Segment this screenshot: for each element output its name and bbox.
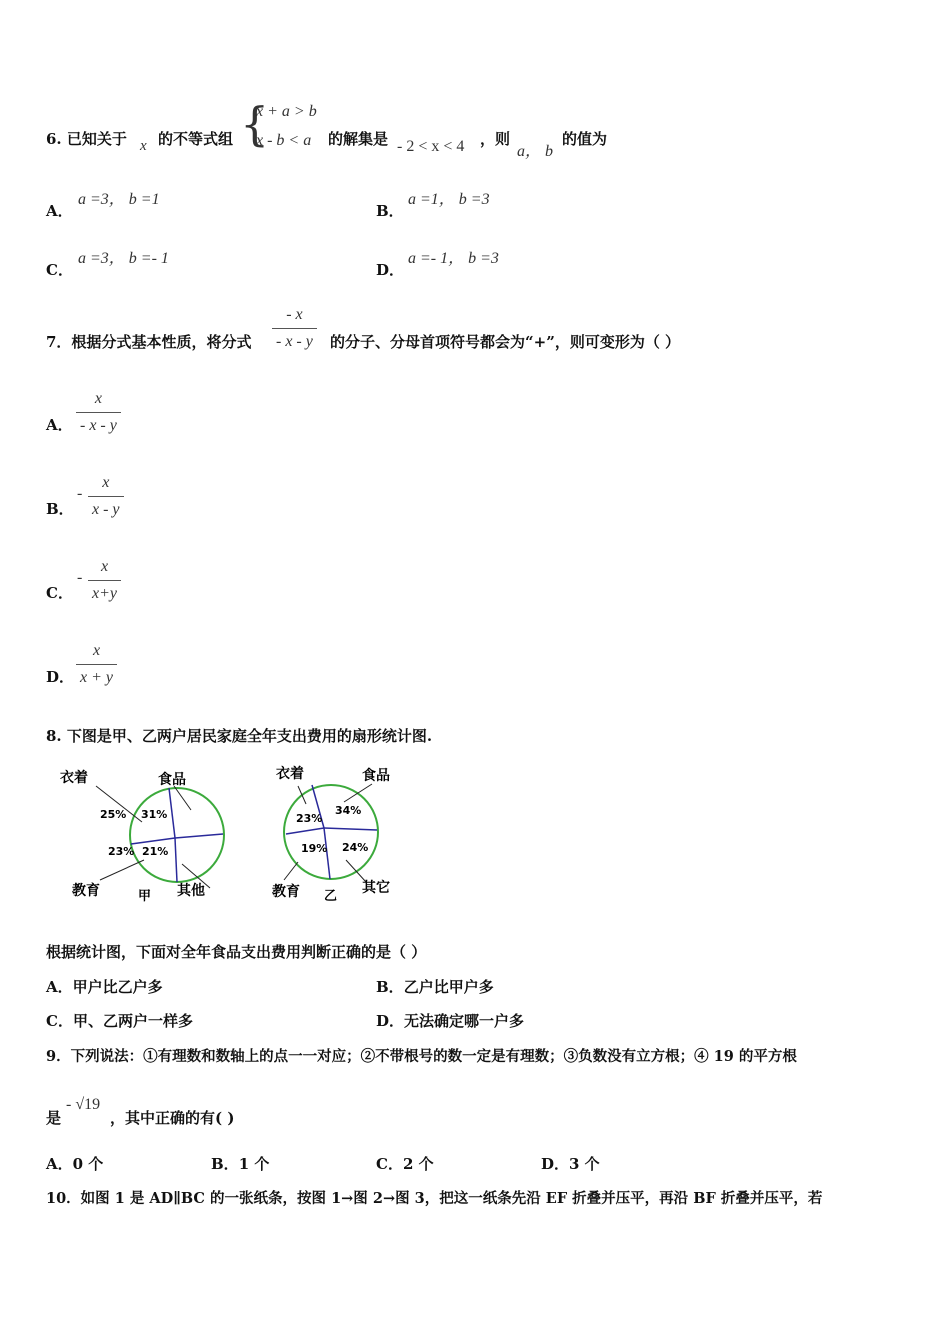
pie-yi-value-food: 34%: [335, 804, 362, 817]
pie-yi-divider-4: [286, 828, 324, 834]
pie-jia-value-food: 31%: [141, 808, 168, 821]
q9-option-a-label: A．: [46, 1155, 73, 1173]
pie-jia-label-other: 其他: [177, 883, 205, 899]
pie-jia-divider-3: [175, 838, 177, 882]
pie-yi-value-other: 24%: [342, 841, 369, 854]
q6-option-d-label[interactable]: D．: [376, 261, 405, 279]
q7-option-c-label[interactable]: C．: [46, 584, 73, 602]
q6-option-a-label[interactable]: A．: [46, 202, 73, 220]
pie-chart-yi: [271, 765, 390, 904]
q7-option-c-bar: [88, 580, 121, 581]
q7-option-b-label[interactable]: B．: [46, 500, 74, 518]
pie-yi-name: 乙: [324, 889, 338, 904]
q6-prefix: 6. 已知关于: [46, 130, 127, 148]
q7-fraction-bar: [272, 328, 317, 329]
q7-fraction-denominator: - x - y: [276, 333, 313, 350]
q6-mid: 的不等式组: [158, 130, 234, 148]
pie-yi-leader-clothing: [298, 786, 306, 804]
q7-option-d-numerator: x: [92, 642, 101, 659]
q6-inequality-2: x - b < a: [256, 132, 312, 149]
q9-line2-suffix: ，其中正确的有( ): [110, 1109, 235, 1127]
q9-option-b-text: 1 个: [238, 1155, 270, 1173]
q6-option-c-value: a =3， b =- 1: [78, 250, 169, 267]
q6-mid3: ，则: [480, 130, 511, 148]
q7-fraction: [272, 305, 317, 352]
pie-jia-label-food: 食品: [158, 772, 186, 788]
q7-option-a-denominator: - x - y: [80, 417, 117, 434]
q8-option-b-text: 乙户比甲户多: [403, 978, 494, 996]
q8-option-a-text: 甲户比乙户多: [72, 978, 163, 996]
q9-option-c-label: C．: [376, 1155, 403, 1173]
q9-option-c[interactable]: [376, 1153, 434, 1174]
q8-option-b-label: B．: [376, 978, 404, 996]
q7-option-b-sign: -: [77, 485, 83, 502]
pie-yi-label-food: 食品: [362, 768, 390, 784]
q6-solution: - 2 < x < 4: [397, 138, 465, 155]
q7-option-b-bar: [88, 496, 124, 497]
q6-inequality-1: x + a > b: [256, 103, 317, 120]
q8-option-c-text: 甲、乙两户一样多: [72, 1012, 193, 1030]
q8-option-a-label: A．: [46, 978, 73, 996]
q7-option-c-fraction: [88, 557, 121, 604]
q7-option-a-label[interactable]: A．: [46, 416, 73, 434]
q8-stem: 8. 下图是甲、乙两户居民家庭全年支出费用的扇形统计图.: [46, 727, 433, 745]
q8-option-d-text: 无法确定哪一户多: [404, 1012, 525, 1030]
q9-option-a[interactable]: [46, 1153, 103, 1174]
pie-yi-label-education: 教育: [272, 884, 300, 900]
q7-option-a-fraction: [76, 389, 121, 436]
q8-option-d[interactable]: [376, 1010, 524, 1031]
q8-option-c[interactable]: [46, 1010, 193, 1031]
pie-yi-value-clothing: 23%: [296, 812, 323, 825]
pie-yi-label-clothing: 衣着: [276, 766, 304, 782]
q7-suffix: 的分子、分母首项符号都会为“+”，则可变形为（ ）: [330, 333, 681, 351]
q8-option-b[interactable]: [376, 976, 494, 997]
q8-question: 根据统计图，下面对全年食品支出费用判断正确的是（ ）: [46, 943, 427, 961]
q7-prefix: 7．根据分式基本性质，将分式: [46, 333, 252, 351]
q7-option-c-denominator: x+y: [92, 585, 117, 602]
q9-sqrt-expression: - √19: [66, 1096, 101, 1113]
q6-var-x: x: [140, 138, 147, 154]
q9-option-b-label: B．: [211, 1155, 239, 1173]
q8-option-d-label: D．: [376, 1012, 405, 1030]
pie-jia-leader-education: [100, 860, 144, 880]
q6-option-a-value: a =3， b =1: [78, 191, 160, 208]
pie-jia-divider-4: [131, 838, 175, 844]
pie-jia-name: 甲: [138, 889, 152, 904]
q9-option-d-text: 3 个: [569, 1155, 600, 1173]
q6-option-b-value: a =1， b =3: [408, 191, 490, 208]
q7-option-b-denominator: x - y: [92, 501, 120, 518]
q7-option-d-fraction: [76, 641, 117, 688]
q6-system-brace: {: [240, 97, 270, 151]
q7-option-d-denominator: x + y: [80, 669, 113, 686]
pie-yi-value-education: 19%: [301, 842, 328, 855]
q9-option-a-text: 0 个: [72, 1155, 104, 1173]
q7-fraction-numerator: - x: [286, 306, 303, 323]
pie-jia-label-clothing: 衣着: [60, 770, 88, 786]
pie-yi-leader-education: [284, 862, 298, 880]
q6-option-b-label[interactable]: B．: [376, 202, 404, 220]
q9-line1: 9．下列说法：①有理数和数轴上的点一一对应；②不带根号的数一定是有理数；③负数没有立方根；④ 19 的平方根: [46, 1048, 797, 1065]
q10-line1: 10．如图 1 是 AD∥BC 的一张纸条，按图 1→图 2→图 3，把这一纸条先沿 EF 折叠并压平，再沿 BF 折叠并压平，若: [46, 1190, 823, 1207]
q7-option-b-fraction: [88, 473, 124, 520]
pie-yi-label-other: 其它: [362, 880, 390, 896]
q7-option-a-bar: [76, 412, 121, 413]
q7-option-d-bar: [76, 664, 117, 665]
q7-option-d-label[interactable]: D．: [46, 668, 75, 686]
pie-chart-jia: [60, 769, 224, 904]
q7-option-c-numerator: x: [100, 558, 109, 575]
pie-yi-leader-food: [344, 784, 372, 802]
pie-jia-divider-1: [169, 788, 175, 838]
q6-option-d-value: a =- 1， b =3: [408, 250, 499, 267]
q9-option-d[interactable]: [541, 1153, 600, 1174]
q6-mid2: 的解集是: [328, 130, 389, 148]
q8-pie-charts-figure: [40, 760, 460, 910]
q8-option-a[interactable]: [46, 976, 163, 997]
q6-vars: a， b: [517, 143, 554, 160]
q9-option-b[interactable]: [211, 1153, 269, 1174]
pie-jia-value-clothing: 25%: [100, 808, 127, 821]
q7-option-c-sign: -: [77, 569, 83, 586]
q6-suffix: 的值为: [562, 130, 608, 148]
q9-option-c-text: 2 个: [402, 1155, 434, 1173]
pie-yi-leader-other: [346, 860, 366, 882]
q9-option-d-label: D．: [541, 1155, 570, 1173]
pie-yi-divider-2: [324, 828, 377, 830]
q6-option-c-label[interactable]: C．: [46, 261, 73, 279]
pie-jia-value-education: 23%: [108, 845, 135, 858]
pie-jia-value-other: 21%: [142, 845, 169, 858]
q7-option-b-numerator: x: [102, 474, 110, 491]
q7-option-a-numerator: x: [94, 390, 102, 407]
q8-option-c-label: C．: [46, 1012, 73, 1030]
q9-line2-prefix: 是: [46, 1109, 62, 1127]
pie-jia-label-education: 教育: [72, 883, 100, 899]
pie-jia-divider-2: [175, 834, 223, 838]
